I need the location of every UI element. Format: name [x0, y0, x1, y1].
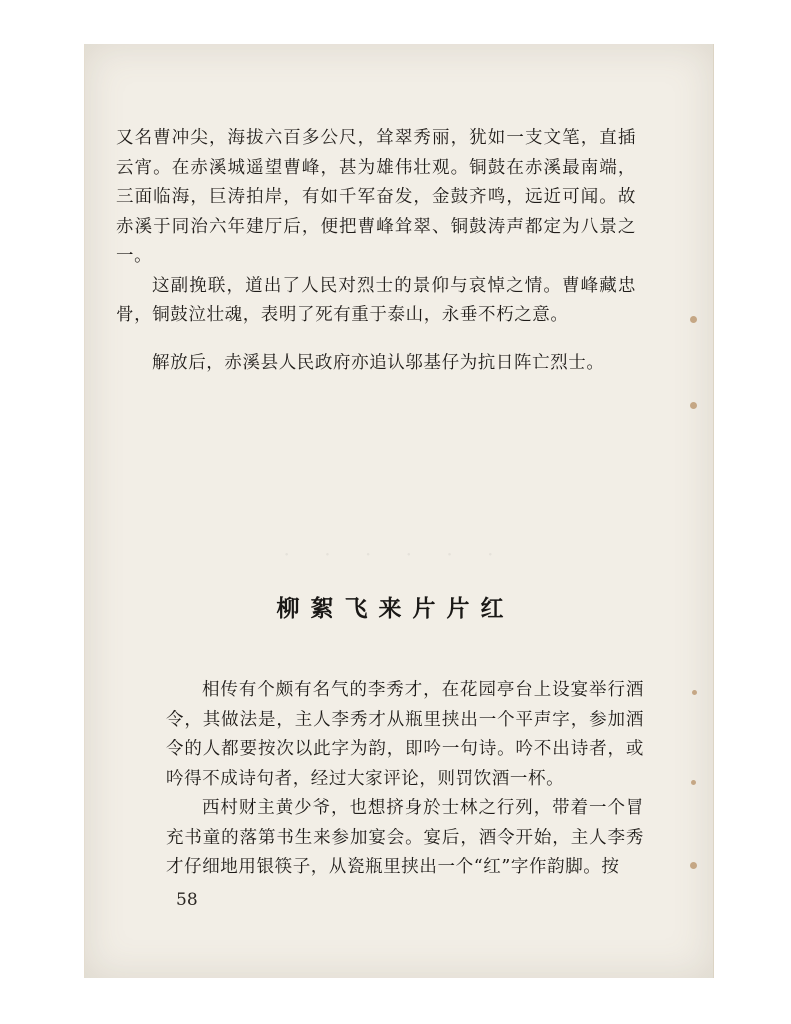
paragraph: 解放后，赤溪县人民政府亦追认邬基仔为抗日阵亡烈士。	[152, 352, 605, 373]
punch-hole-mark	[690, 316, 697, 323]
page-number: 58	[176, 890, 198, 910]
punch-hole-mark	[692, 690, 697, 695]
bleed-through-text: · · · · · ·	[283, 542, 508, 566]
paragraph: 又名曹冲尖，海拔六百多公尺，耸翠秀丽，犹如一支文笔，直插云宵。在赤溪城遥望曹峰，甚为雄伟壮观。铜鼓在赤溪最南端，三面临海，巨涛拍岸，有如千军奋发，金鼓齐鸣，远近可闻。故赤溪于同治六年建厅后，便把曹峰耸翠、铜鼓涛声都定为八景之一。	[116, 128, 636, 266]
top-text-block	[116, 124, 636, 378]
paragraph: 相传有个颇有名气的李秀才，在花园亭台上设宴举行酒令，其做法是，主人李秀才从瓶里挟出一个平声字，参加酒令的人都要按次以此字为韵，即吟一句诗。吟不出诗者，或吟得不成诗句者，经过大家评论，则罚饮酒一杯。	[166, 680, 644, 789]
punch-hole-mark	[691, 780, 696, 785]
section-title: 柳絮飞来片片红	[276, 595, 515, 622]
paragraph: 西村财主黄少爷，也想挤身於士林之行列，带着一个冒充书童的落第书生来参加宴会。宴后，酒令开始，主人李秀才仔细地用银筷子，从瓷瓶里挟出一个“红”字作韵脚。按	[166, 798, 644, 877]
section-text-block	[166, 676, 644, 883]
punch-hole-mark	[690, 862, 697, 869]
paragraph: 这副挽联，道出了人民对烈士的景仰与哀悼之情。曹峰藏忠骨，铜鼓泣壮魂，表明了死有重于泰山，永垂不朽之意。	[116, 275, 636, 325]
punch-hole-mark	[690, 402, 697, 409]
